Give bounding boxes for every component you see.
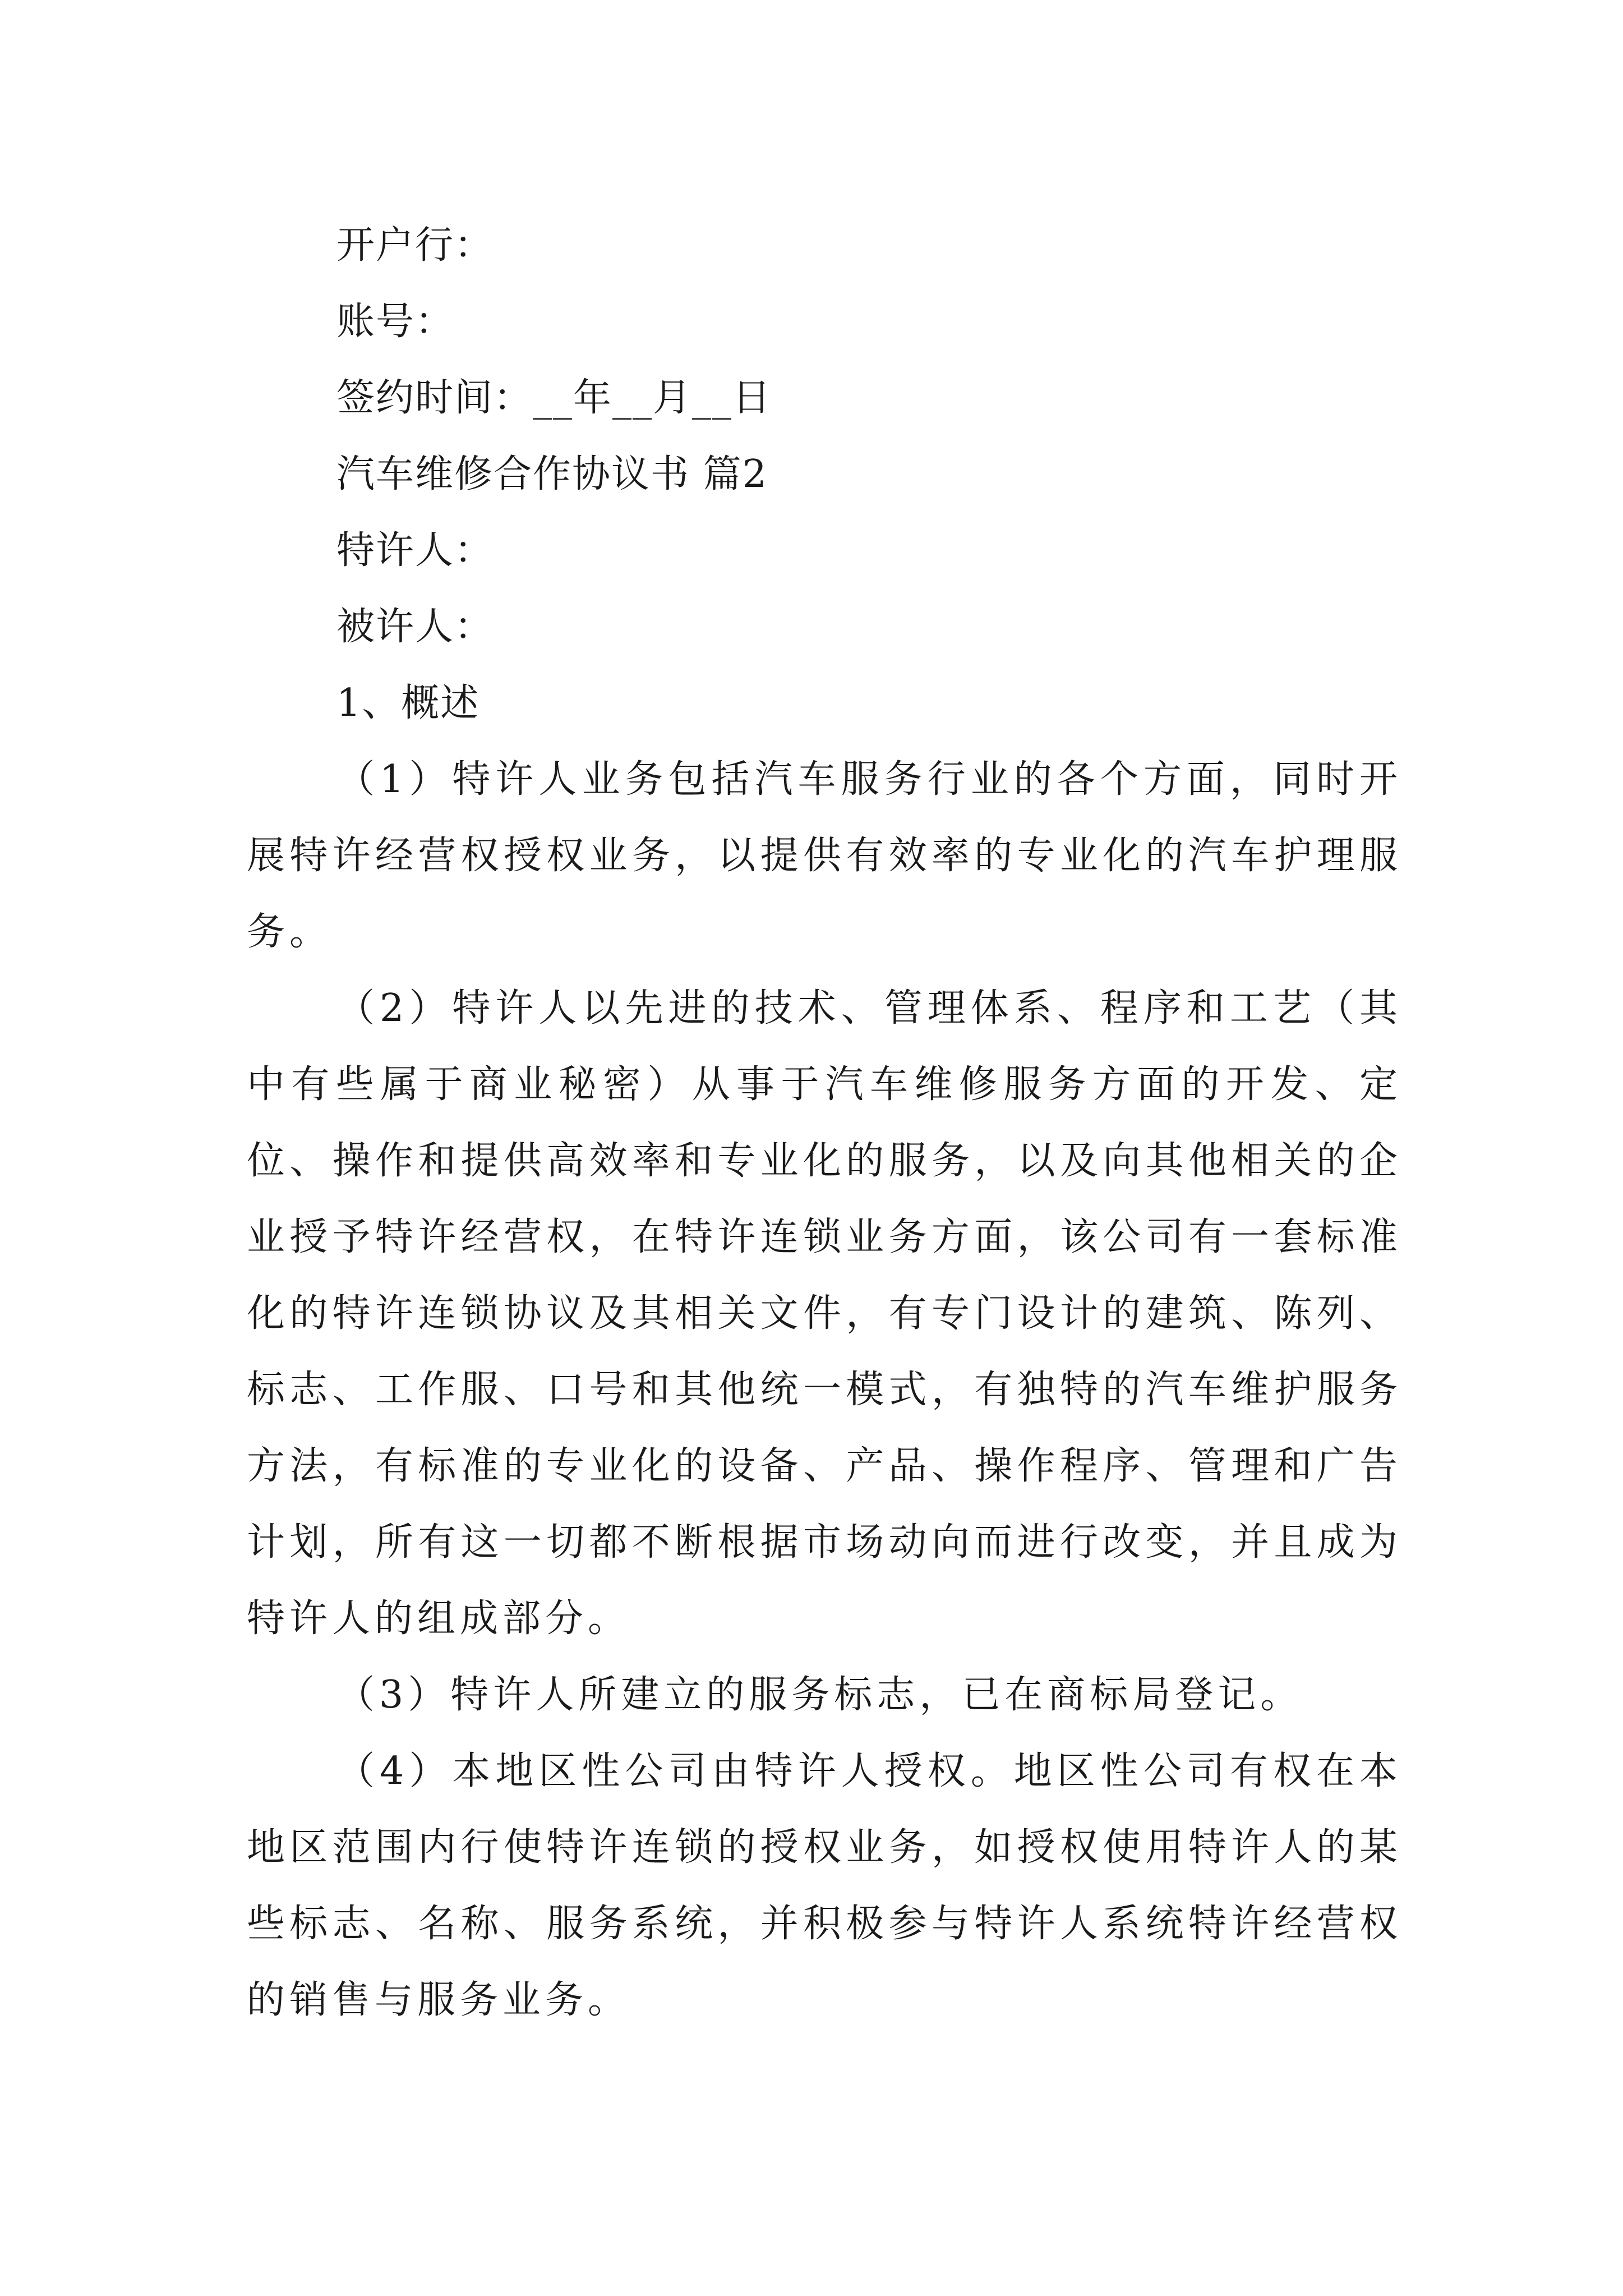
sign-date-line: 签约时间：__年__月__日	[336, 376, 772, 420]
account-line: 账号：	[336, 300, 455, 344]
paragraph-3: （3）特许人所建立的服务标志，已在商标局登记。	[336, 1673, 1303, 1717]
section-heading: 1、概述	[336, 681, 480, 725]
document-title: 汽车维修合作协议书 篇2	[336, 452, 768, 496]
paragraph-2: （2）特许人以先进的技术、管理体系、程序和工艺（其中有些属于商业秘密）从事于汽车维修服务方面的开发、定位、操作和提供高效率和专业化的服务，以及向其他相关的企业授予特许经营权，在特许连锁业务方面，该公司有一套标准化的特许连锁协议及其相关文件，有专门设计的建筑、陈列、标志、工作服、口号和其他统一模式，有独特的汽车维护服务方法，有标准的专业化的设备、产品、操作程序、管理和广告计划，所有这一切都不断根据市场动向而进行改变，并且成为特许人的组成部分。	[247, 986, 1402, 1641]
paragraph-1: （1）特许人业务包括汽车服务行业的各个方面，同时开展特许经营权授权业务，以提供有效率的专业化的汽车护理服务。	[247, 757, 1402, 954]
paragraph-4: （4）本地区性公司由特许人授权。地区性公司有权在本地区范围内行使特许连锁的授权业务，如授权使用特许人的某些标志、名称、服务系统，并积极参与特许人系统特许经营权的销售与服务业务。	[247, 1749, 1402, 2022]
franchisor-line: 特许人：	[336, 528, 494, 573]
franchisee-line: 被许人：	[336, 605, 494, 649]
bank-line: 开户行：	[336, 223, 494, 268]
